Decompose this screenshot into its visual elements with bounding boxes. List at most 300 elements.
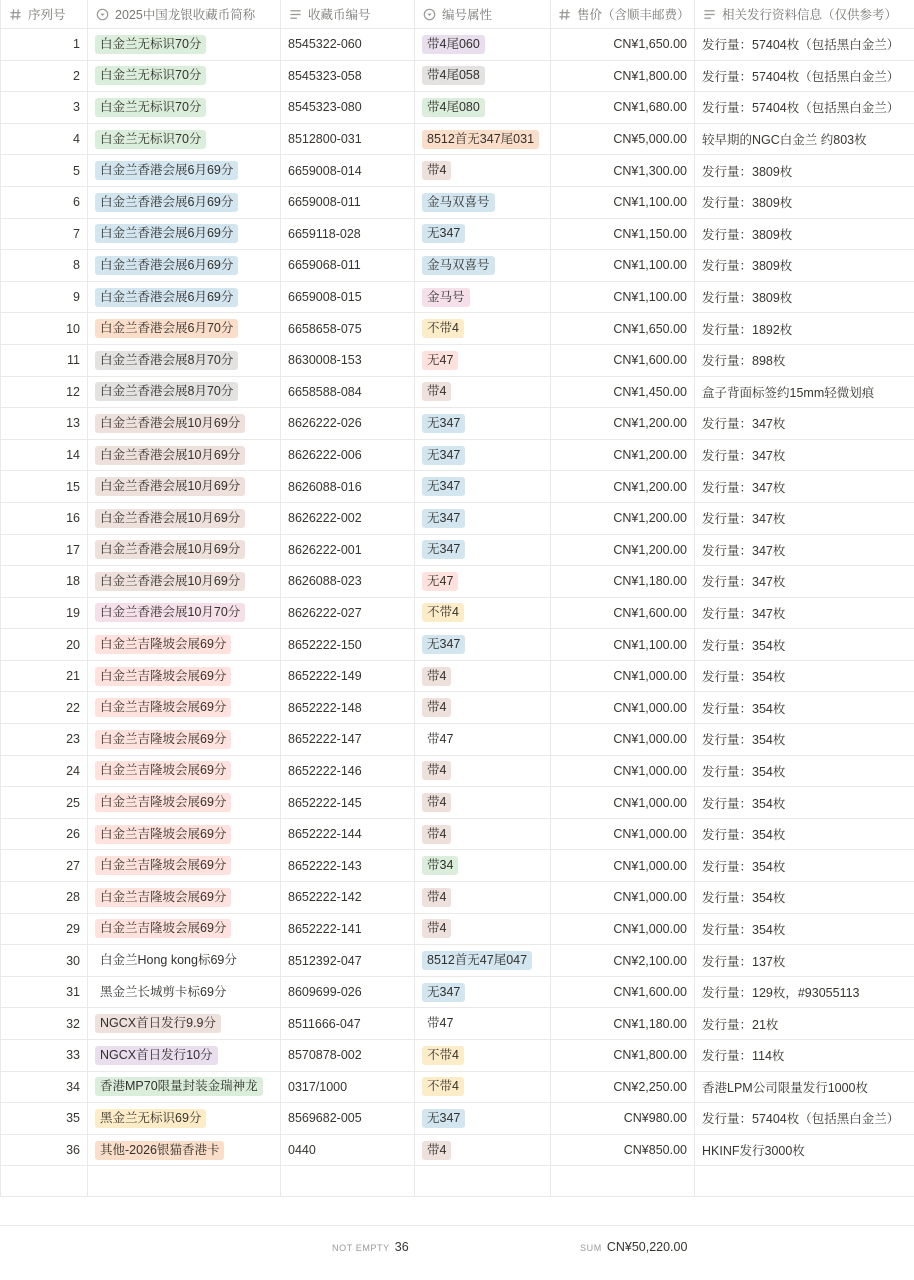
serial-number: 35 <box>66 1111 80 1126</box>
table-row[interactable] <box>0 724 914 756</box>
price-cell[interactable] <box>551 124 695 155</box>
issue-info-cell[interactable] <box>695 598 914 629</box>
serial-number: 8 <box>73 258 80 273</box>
serial-number-cell[interactable] <box>0 503 88 534</box>
serial-number-cell[interactable] <box>0 155 88 186</box>
table-row[interactable] <box>0 914 914 946</box>
code-attribute-tag-cell[interactable] <box>415 692 551 723</box>
table-row[interactable] <box>0 1103 914 1135</box>
coin-code-cell[interactable] <box>281 408 415 439</box>
coin-name-tag-cell[interactable] <box>88 345 281 376</box>
coin-name-tag-cell[interactable] <box>88 471 281 502</box>
coin-code: 8570878-002 <box>288 1048 362 1063</box>
price-cell[interactable] <box>551 187 695 218</box>
table-row[interactable] <box>0 61 914 93</box>
price-cell[interactable] <box>551 1008 695 1039</box>
issue-info-cell[interactable] <box>695 1040 914 1071</box>
issue-info-cell[interactable] <box>695 29 914 60</box>
code-attribute-tag-cell[interactable] <box>415 914 551 945</box>
code-attribute-tag-cell[interactable] <box>415 977 551 1008</box>
table-row[interactable] <box>0 977 914 1009</box>
code-attribute-tag-cell[interactable] <box>415 756 551 787</box>
table-row[interactable] <box>0 692 914 724</box>
coin-code-cell[interactable] <box>281 566 415 597</box>
coin-code-cell[interactable] <box>281 155 415 186</box>
coin-code-cell[interactable] <box>281 187 415 218</box>
column-header-code[interactable] <box>281 0 415 28</box>
coin-name-tag: 白金兰香港会展6月69分 <box>95 193 238 212</box>
price-cell[interactable] <box>551 250 695 281</box>
coin-code-cell[interactable] <box>281 92 415 123</box>
code-attribute-tag-cell[interactable] <box>415 566 551 597</box>
issue-info-cell[interactable] <box>695 313 914 344</box>
table-row[interactable] <box>0 945 914 977</box>
coin-name-tag-cell[interactable] <box>88 914 281 945</box>
price-cell[interactable] <box>551 598 695 629</box>
price-cell[interactable] <box>551 977 695 1008</box>
price-cell[interactable] <box>551 724 695 755</box>
coin-name-tag-cell[interactable] <box>88 598 281 629</box>
table-row[interactable] <box>0 535 914 567</box>
table-row[interactable] <box>0 1072 914 1104</box>
coin-name-tag-cell[interactable] <box>88 503 281 534</box>
coin-code-cell[interactable] <box>281 124 415 155</box>
coin-name-tag-cell[interactable] <box>88 1008 281 1039</box>
serial-number-cell[interactable] <box>0 219 88 250</box>
price-cell[interactable] <box>551 503 695 534</box>
coin-name-tag: 白金兰香港会展10月69分 <box>95 414 245 433</box>
serial-number-cell[interactable] <box>0 377 88 408</box>
serial-number-cell[interactable] <box>0 882 88 913</box>
sum-value: CN¥50,220.00 <box>606 1240 688 1254</box>
serial-number-cell[interactable] <box>0 724 88 755</box>
price-cell[interactable] <box>551 155 695 186</box>
code-attribute-tag-cell[interactable] <box>415 313 551 344</box>
column-header-serial[interactable] <box>0 0 88 28</box>
coin-code-cell[interactable] <box>281 724 415 755</box>
coin-code-cell[interactable] <box>281 345 415 376</box>
coin-code-cell[interactable] <box>281 219 415 250</box>
issue-info-cell[interactable] <box>695 219 914 250</box>
serial-number-cell[interactable] <box>0 471 88 502</box>
table-row[interactable] <box>0 155 914 187</box>
serial-number-cell[interactable] <box>0 124 88 155</box>
table-row[interactable] <box>0 187 914 219</box>
issue-info-cell[interactable] <box>695 282 914 313</box>
code-attribute-tag-cell[interactable] <box>415 250 551 281</box>
price-cell[interactable] <box>551 219 695 250</box>
price-cell[interactable] <box>551 566 695 597</box>
calculation-footer <box>0 1225 914 1265</box>
issue-info-cell[interactable] <box>695 724 914 755</box>
serial-number-cell[interactable] <box>0 29 88 60</box>
table-row[interactable] <box>0 124 914 156</box>
coin-code-cell[interactable] <box>281 377 415 408</box>
coin-name-tag-cell[interactable] <box>88 408 281 439</box>
table-row[interactable] <box>0 882 914 914</box>
serial-number-cell[interactable] <box>0 692 88 723</box>
price-cell[interactable] <box>551 756 695 787</box>
issue-info-cell[interactable] <box>695 1103 914 1134</box>
code-attribute-tag: 8512首无347尾031 <box>422 130 539 149</box>
code-attribute-tag-cell[interactable] <box>415 471 551 502</box>
code-attribute-tag-cell[interactable] <box>415 345 551 376</box>
coin-name-tag-cell[interactable] <box>88 724 281 755</box>
code-attribute-tag-cell[interactable] <box>415 1040 551 1071</box>
issue-info-cell[interactable] <box>695 945 914 976</box>
coin-name-tag-cell[interactable] <box>88 661 281 692</box>
code-attribute-tag-cell[interactable] <box>415 61 551 92</box>
column-header-price[interactable] <box>551 0 695 28</box>
coin-code-cell[interactable] <box>281 1040 415 1071</box>
price-cell[interactable] <box>551 535 695 566</box>
serial-number-cell[interactable] <box>0 408 88 439</box>
issue-info-cell[interactable] <box>695 850 914 881</box>
coin-code-cell[interactable] <box>281 977 415 1008</box>
serial-number-cell[interactable] <box>0 1040 88 1071</box>
not-empty-calc[interactable] <box>332 1240 409 1254</box>
table-row[interactable] <box>0 503 914 535</box>
coin-code: 8626088-016 <box>288 479 362 494</box>
issue-info: 发行量：57404枚（包括黑白金兰） <box>702 1112 900 1127</box>
serial-number-cell[interactable] <box>0 977 88 1008</box>
code-attribute-tag: 带4尾080 <box>422 98 485 117</box>
coin-name-tag-cell[interactable] <box>88 1135 281 1166</box>
coin-code-cell[interactable] <box>281 61 415 92</box>
code-attribute-tag-cell[interactable] <box>415 155 551 186</box>
table-row[interactable] <box>0 345 914 377</box>
text-icon <box>702 7 716 21</box>
coin-name-tag-cell[interactable] <box>88 756 281 787</box>
coin-code-cell[interactable] <box>281 440 415 471</box>
table-row[interactable] <box>0 819 914 851</box>
serial-number-cell[interactable] <box>0 313 88 344</box>
coin-code-cell[interactable] <box>281 282 415 313</box>
serial-number-cell[interactable] <box>0 282 88 313</box>
issue-info-cell[interactable] <box>695 250 914 281</box>
coin-name-tag-cell[interactable] <box>88 882 281 913</box>
coin-name-tag-cell[interactable] <box>88 977 281 1008</box>
code-attribute-tag-cell[interactable] <box>415 29 551 60</box>
issue-info-cell[interactable] <box>695 503 914 534</box>
issue-info-cell[interactable] <box>695 566 914 597</box>
coin-name-tag-cell[interactable] <box>88 1072 281 1103</box>
code-attribute-tag-cell[interactable] <box>415 408 551 439</box>
coin-name-tag-cell[interactable] <box>88 155 281 186</box>
coin-code: 8609699-026 <box>288 985 362 1000</box>
serial-number: 25 <box>66 795 80 810</box>
code-attribute-tag-cell[interactable] <box>415 92 551 123</box>
price-cell[interactable] <box>551 345 695 376</box>
price-cell[interactable] <box>551 819 695 850</box>
coin-name-tag-cell[interactable] <box>88 61 281 92</box>
price: CN¥1,450.00 <box>613 384 687 399</box>
table-row[interactable] <box>0 1008 914 1040</box>
coin-name-tag: 白金兰无标识70分 <box>95 66 206 85</box>
table-row[interactable] <box>0 471 914 503</box>
coin-code-cell[interactable] <box>281 945 415 976</box>
table-row[interactable] <box>0 850 914 882</box>
code-attribute-tag-cell[interactable] <box>415 187 551 218</box>
coin-name-tag-cell[interactable] <box>88 282 281 313</box>
coin-name-tag-cell[interactable] <box>88 566 281 597</box>
code-attribute-tag-cell[interactable] <box>415 282 551 313</box>
issue-info-cell[interactable] <box>695 471 914 502</box>
serial-number-cell[interactable] <box>0 566 88 597</box>
code-attribute-tag: 带4 <box>422 667 451 686</box>
price-cell[interactable] <box>551 629 695 660</box>
coin-code-cell[interactable] <box>281 787 415 818</box>
serial-number-cell[interactable] <box>0 914 88 945</box>
table-row[interactable] <box>0 1135 914 1167</box>
issue-info-cell[interactable] <box>695 692 914 723</box>
serial-number-cell[interactable] <box>0 61 88 92</box>
serial-number-cell[interactable] <box>0 1008 88 1039</box>
issue-info-cell[interactable] <box>695 629 914 660</box>
issue-info-cell[interactable] <box>695 535 914 566</box>
issue-info-cell[interactable] <box>695 787 914 818</box>
issue-info-cell[interactable] <box>695 1072 914 1103</box>
code-attribute-tag-cell[interactable] <box>415 1072 551 1103</box>
coin-code-cell[interactable] <box>281 819 415 850</box>
coin-name-tag-cell[interactable] <box>88 692 281 723</box>
table-row[interactable] <box>0 629 914 661</box>
new-row[interactable] <box>0 1166 914 1197</box>
serial-number-cell[interactable] <box>0 945 88 976</box>
coin-name-tag-cell[interactable] <box>88 313 281 344</box>
serial-number-cell[interactable] <box>0 250 88 281</box>
price-cell[interactable] <box>551 1040 695 1071</box>
coin-code-cell[interactable] <box>281 503 415 534</box>
issue-info-cell[interactable] <box>695 377 914 408</box>
coin-name-tag-cell[interactable] <box>88 819 281 850</box>
coin-code-cell[interactable] <box>281 313 415 344</box>
coin-code-cell[interactable] <box>281 1103 415 1134</box>
text-icon <box>288 7 302 21</box>
issue-info-cell[interactable] <box>695 124 914 155</box>
sum-calc[interactable] <box>580 1240 687 1254</box>
issue-info-cell[interactable] <box>695 345 914 376</box>
coin-code-cell[interactable] <box>281 661 415 692</box>
issue-info: 发行量：3809枚 <box>702 291 793 306</box>
coin-name-tag-cell[interactable] <box>88 850 281 881</box>
serial-number-cell[interactable] <box>0 440 88 471</box>
table-row[interactable] <box>0 598 914 630</box>
coin-code: 8512392-047 <box>288 953 362 968</box>
column-header-info[interactable] <box>695 0 914 28</box>
code-attribute-tag-cell[interactable] <box>415 535 551 566</box>
column-header-name[interactable] <box>88 0 281 28</box>
hash-icon <box>8 7 22 21</box>
price-cell[interactable] <box>551 408 695 439</box>
price-cell[interactable] <box>551 61 695 92</box>
price-cell[interactable] <box>551 787 695 818</box>
issue-info-cell[interactable] <box>695 977 914 1008</box>
issue-info: 发行量：354枚 <box>702 859 786 874</box>
coin-code-cell[interactable] <box>281 914 415 945</box>
issue-info-cell[interactable] <box>695 61 914 92</box>
table-row[interactable] <box>0 92 914 124</box>
coin-code-cell[interactable] <box>281 29 415 60</box>
table-row[interactable] <box>0 29 914 61</box>
price-cell[interactable] <box>551 1072 695 1103</box>
coin-code-cell[interactable] <box>281 629 415 660</box>
coin-code-cell[interactable] <box>281 882 415 913</box>
code-attribute-tag-cell[interactable] <box>415 945 551 976</box>
issue-info-cell[interactable] <box>695 1008 914 1039</box>
coin-name-tag-cell[interactable] <box>88 219 281 250</box>
price-cell[interactable] <box>551 914 695 945</box>
code-attribute-tag: 带4尾060 <box>422 35 485 54</box>
code-attribute-tag-cell[interactable] <box>415 661 551 692</box>
issue-info-cell[interactable] <box>695 155 914 186</box>
issue-info-cell[interactable] <box>695 819 914 850</box>
serial-number-cell[interactable] <box>0 661 88 692</box>
issue-info-cell[interactable] <box>695 1135 914 1166</box>
coin-code: 0317/1000 <box>288 1079 348 1094</box>
serial-number-cell[interactable] <box>0 1103 88 1134</box>
serial-number-cell[interactable] <box>0 819 88 850</box>
table-row[interactable] <box>0 377 914 409</box>
issue-info: 发行量：3809枚 <box>702 164 793 179</box>
coin-code-cell[interactable] <box>281 471 415 502</box>
coin-name-tag-cell[interactable] <box>88 1103 281 1134</box>
code-attribute-tag-cell[interactable] <box>415 219 551 250</box>
code-attribute-tag-cell[interactable] <box>415 503 551 534</box>
code-attribute-tag-cell[interactable] <box>415 724 551 755</box>
serial-number-cell[interactable] <box>0 756 88 787</box>
coin-code-cell[interactable] <box>281 1072 415 1103</box>
code-attribute-tag-cell[interactable] <box>415 1008 551 1039</box>
coin-name-tag-cell[interactable] <box>88 787 281 818</box>
coin-code-cell[interactable] <box>281 692 415 723</box>
issue-info-cell[interactable] <box>695 92 914 123</box>
issue-info: 发行量：354枚 <box>702 764 786 779</box>
coin-code-cell[interactable] <box>281 1135 415 1166</box>
serial-number-cell[interactable] <box>0 629 88 660</box>
serial-number-cell[interactable] <box>0 598 88 629</box>
table-row[interactable] <box>0 787 914 819</box>
table-row[interactable] <box>0 250 914 282</box>
code-attribute-tag-cell[interactable] <box>415 377 551 408</box>
code-attribute-tag-cell[interactable] <box>415 629 551 660</box>
coin-name-tag-cell[interactable] <box>88 250 281 281</box>
price-cell[interactable] <box>551 945 695 976</box>
coin-name-tag-cell[interactable] <box>88 945 281 976</box>
serial-number-cell[interactable] <box>0 1135 88 1166</box>
serial-number-cell[interactable] <box>0 345 88 376</box>
coin-name-tag: 白金兰吉隆坡会展69分 <box>95 888 231 907</box>
code-attribute-tag-cell[interactable] <box>415 1135 551 1166</box>
price-cell[interactable] <box>551 1135 695 1166</box>
code-attribute-tag-cell[interactable] <box>415 1103 551 1134</box>
serial-number: 23 <box>66 732 80 747</box>
code-attribute-tag-cell[interactable] <box>415 440 551 471</box>
serial-number-cell[interactable] <box>0 1072 88 1103</box>
column-header-attribute[interactable] <box>415 0 551 28</box>
price-cell[interactable] <box>551 692 695 723</box>
price-cell[interactable] <box>551 377 695 408</box>
column-header-label: 序列号 <box>28 8 66 22</box>
price-cell[interactable] <box>551 440 695 471</box>
code-attribute-tag-cell[interactable] <box>415 850 551 881</box>
price-cell[interactable] <box>551 313 695 344</box>
table-row[interactable] <box>0 1040 914 1072</box>
issue-info-cell[interactable] <box>695 914 914 945</box>
serial-number: 1 <box>73 37 80 52</box>
table-row[interactable] <box>0 756 914 788</box>
coin-name-tag-cell[interactable] <box>88 1040 281 1071</box>
issue-info-cell[interactable] <box>695 882 914 913</box>
issue-info-cell[interactable] <box>695 187 914 218</box>
coin-code-cell[interactable] <box>281 756 415 787</box>
coin-name-tag-cell[interactable] <box>88 92 281 123</box>
table-row[interactable] <box>0 282 914 314</box>
issue-info-cell[interactable] <box>695 756 914 787</box>
issue-info: 发行量：129枚，#93055113 <box>702 986 860 1001</box>
issue-info-cell[interactable] <box>695 408 914 439</box>
code-attribute-tag: 带4 <box>422 919 451 938</box>
price-cell[interactable] <box>551 882 695 913</box>
coin-code: 8626222-006 <box>288 448 362 463</box>
serial-number: 15 <box>66 479 80 494</box>
table-row[interactable] <box>0 661 914 693</box>
code-attribute-tag-cell[interactable] <box>415 819 551 850</box>
price-cell[interactable] <box>551 661 695 692</box>
table-row[interactable] <box>0 440 914 472</box>
issue-info: 发行量：347枚 <box>702 417 786 432</box>
coin-code-cell[interactable] <box>281 850 415 881</box>
code-attribute-tag-cell[interactable] <box>415 124 551 155</box>
coin-code-cell[interactable] <box>281 1008 415 1039</box>
issue-info-cell[interactable] <box>695 661 914 692</box>
column-header-label: 编号属性 <box>442 8 493 22</box>
coin-name-tag-cell[interactable] <box>88 187 281 218</box>
price-cell[interactable] <box>551 1103 695 1134</box>
price-cell[interactable] <box>551 92 695 123</box>
coin-code: 8545323-080 <box>288 100 362 115</box>
coin-code-cell[interactable] <box>281 535 415 566</box>
table-row[interactable] <box>0 219 914 251</box>
serial-number-cell[interactable] <box>0 850 88 881</box>
coin-name-tag-cell[interactable] <box>88 535 281 566</box>
price-cell[interactable] <box>551 471 695 502</box>
serial-number-cell[interactable] <box>0 92 88 123</box>
coin-code-cell[interactable] <box>281 250 415 281</box>
table-row[interactable] <box>0 566 914 598</box>
serial-number-cell[interactable] <box>0 535 88 566</box>
price-cell[interactable] <box>551 282 695 313</box>
serial-number: 6 <box>73 195 80 210</box>
code-attribute-tag-cell[interactable] <box>415 882 551 913</box>
coin-name-tag-cell[interactable] <box>88 124 281 155</box>
code-attribute-tag-cell[interactable] <box>415 598 551 629</box>
coin-name-tag-cell[interactable] <box>88 440 281 471</box>
coin-name-tag-cell[interactable] <box>88 377 281 408</box>
coin-code-cell[interactable] <box>281 598 415 629</box>
issue-info-cell[interactable] <box>695 440 914 471</box>
serial-number-cell[interactable] <box>0 787 88 818</box>
price-cell[interactable] <box>551 850 695 881</box>
price-cell[interactable] <box>551 29 695 60</box>
coin-name-tag-cell[interactable] <box>88 29 281 60</box>
serial-number-cell[interactable] <box>0 187 88 218</box>
coin-name-tag-cell[interactable] <box>88 629 281 660</box>
table-row[interactable] <box>0 408 914 440</box>
table-row[interactable] <box>0 313 914 345</box>
price: CN¥5,000.00 <box>613 132 687 147</box>
code-attribute-tag-cell[interactable] <box>415 787 551 818</box>
